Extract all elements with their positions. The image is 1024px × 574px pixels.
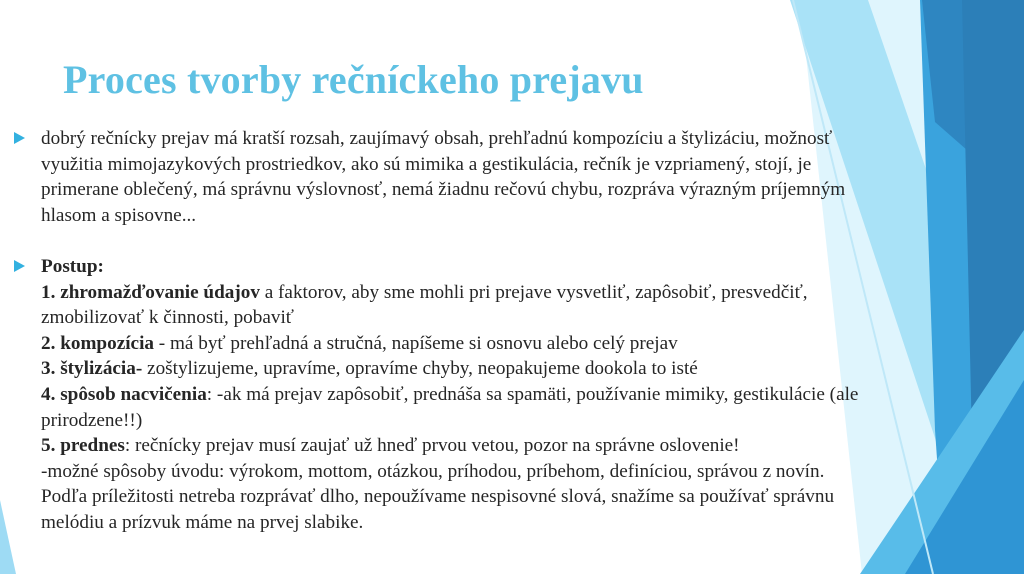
step-3 [41, 356, 864, 382]
bullet-intro-text: dobrý rečnícky prejav má kratší rozsah, zaujímavý obsah, prehľadnú kompozíciu a štylizáciu, možnosť využitia mimojazykových prostriedkov, ako sú mimika a gestikulácia, rečník je vzpriamený, stojí, je primerane oblečený, má správnu výslovnosť, nemá žiadnu rečovú chybu, rozpráva výrazným príjemným hlasom a spisovne... [41, 128, 846, 226]
bullet-item-postup [14, 254, 864, 536]
step-5 [41, 433, 864, 459]
step-1-text: a faktorov, aby sme mohli pri prejave vysvetliť, zapôsobiť, presvedčiť, zmobilizovať k činnosti, pobaviť [41, 281, 808, 329]
step-4-text: : -ak má prejav zapôsobiť, prednáša sa spamäti, používanie mimiky, gestikulácie (ale prirodzene!!) [41, 383, 859, 431]
step-1 [41, 280, 864, 331]
step-2 [41, 331, 864, 357]
step-3-label: 3. štylizácia- [41, 358, 143, 380]
bullet-item-intro [14, 126, 864, 228]
step-2-label: 2. kompozícia [41, 332, 154, 354]
right-triangle-bullet-icon [14, 132, 25, 144]
step-3-text: zoštylizujeme, upravíme, opravíme chyby, neopakujeme dookola to isté [142, 358, 698, 380]
step-1-label: 1. zhromažďovanie údajov [41, 281, 260, 303]
step-5-extra: -možné spôsoby úvodu: výrokom, mottom, otázkou, príhodou, príbehom, definíciou, správou z novín. Podľa príležitosti netreba rozprávať dlho, nepoužívame nespisovné slová, snažíme sa používať správnu melódiu a prízvuk máme na prvej slabike. [41, 460, 835, 533]
step-2-text: - má byť prehľadná a stručná, napíšeme si osnovu alebo celý prejav [154, 332, 678, 354]
step-5-text: : rečnícky prejav musí zaujať už hneď prvou vetou, pozor na správne oslovenie! [124, 435, 740, 457]
step-4-label: 4. spôsob nacvičenia [41, 383, 207, 405]
slide-content [14, 126, 864, 536]
right-triangle-bullet-icon [14, 260, 25, 272]
postup-heading: Postup: [41, 255, 104, 277]
slide-title: Proces tvorby rečníckeho prejavu [63, 57, 644, 102]
step-4 [41, 382, 864, 433]
step-5-label: 5. prednes [41, 435, 125, 457]
